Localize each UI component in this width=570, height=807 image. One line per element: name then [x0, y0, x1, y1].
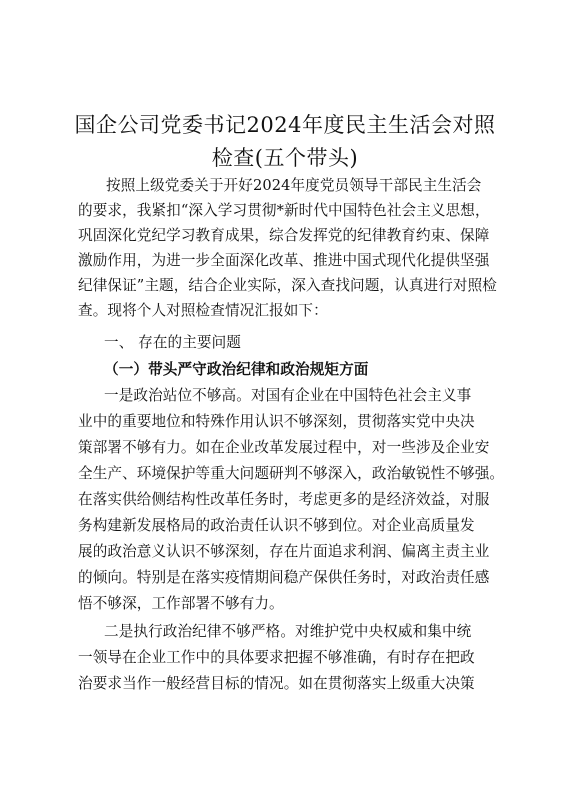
subsection-heading: （一）带头严守政治纪律和政治规矩方面 — [104, 361, 369, 378]
body-line: 业中的重要地位和特殊作用认识不够深刻，贯彻落实党中央决 — [78, 413, 475, 430]
body-line: 的要求，我紧扣“深入学习贯彻*新时代中国特色社会主义思想， — [78, 202, 490, 219]
body-line: 查。现将个人对照检查情况汇报如下： — [78, 302, 328, 319]
section-heading: 一、 存在的主要问题 — [104, 334, 241, 351]
document-title-line-2: 检查(五个带头) — [211, 146, 359, 170]
body-line: 二是执行政治纪律不够严格。对维护党中央权威和集中统 — [104, 623, 472, 640]
body-line: 纪律保证”主题，结合企业实际，深入查找问题，认真进行对照检 — [78, 277, 497, 294]
body-line: 按照上级党委关于开好2024年度党员领导干部民主生活会 — [106, 177, 482, 194]
body-line: 一领导在企业工作中的具体要求把握不够准确，有时存在把政 — [78, 649, 475, 666]
body-line: 全生产、环境保护等重大问题研判不够深入，政治敏锐性不够强。 — [78, 465, 505, 482]
body-line: 务构建新发展格局的政治责任认识不够到位。对企业高质量发 — [78, 517, 475, 534]
body-line: 激励作用，为进一步全面深化改革、推进中国式现代化提供坚强 — [78, 252, 490, 269]
body-line: 悟不够深，工作部署不够有力。 — [78, 595, 284, 612]
body-line: 展的政治意义认识不够深刻，存在片面追求利润、偏离主责主业 — [78, 543, 490, 560]
body-line: 的倾向。特别是在落实疫情期间稳产保供任务时，对政治责任感 — [78, 569, 490, 586]
body-line: 在落实供给侧结构性改革任务时，考虑更多的是经济效益，对服 — [78, 491, 490, 508]
body-line: 一是政治站位不够高。对国有企业在中国特色社会主义事 — [104, 387, 472, 404]
body-line: 治要求当作一般经营目标的情况。如在贯彻落实上级重大决策 — [78, 675, 475, 692]
body-line: 策部署不够有力。如在企业改革发展过程中，对一些涉及企业安 — [78, 439, 490, 456]
body-line: 巩固深化党纪学习教育成果，综合发挥党的纪律教育约束、保障 — [78, 227, 490, 244]
document-title-line-1: 国企公司党委书记2024年度民主生活会对照 — [74, 113, 496, 137]
